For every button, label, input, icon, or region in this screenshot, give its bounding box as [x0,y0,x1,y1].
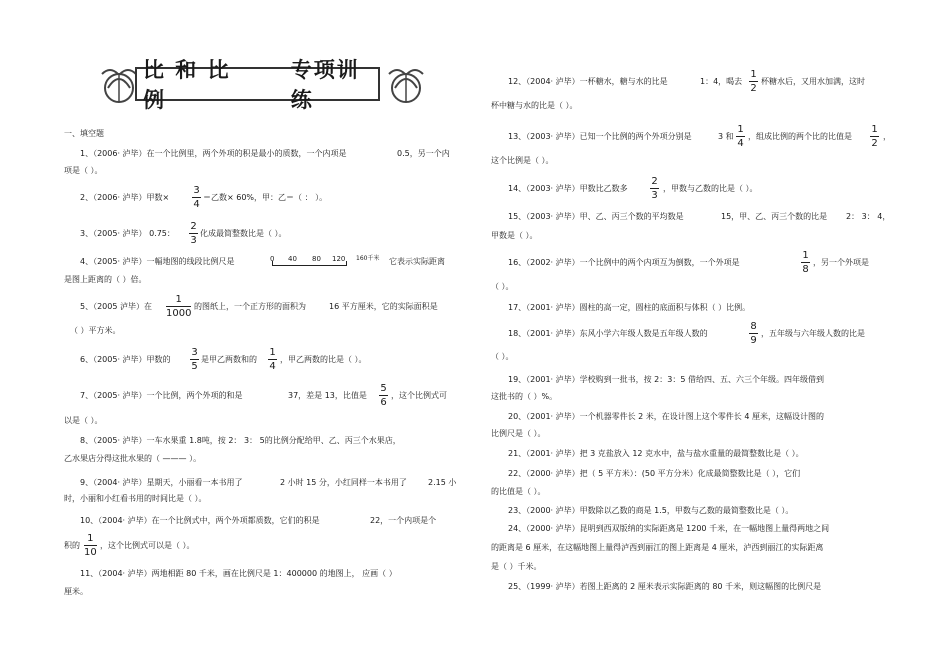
q13-text-end: ， [883,132,891,141]
scale-tick-160km: 160千米 [356,255,380,262]
q4-line2: 是图上距离的（ ）倍。 [64,275,147,284]
q12-text-end: 杯糖水后，又用水加满，这时 [761,77,865,86]
q2-text-start: 2、（2006· 泸毕）甲数× [80,193,170,202]
q4-scale-bar [270,254,388,268]
q5-line2: （ ）平方米。 [70,326,121,335]
q5-fraction: 1 1000 [166,294,192,319]
q10-text-start: 10、（2004· 泸毕）在一个比例式中，两个外项都质数，它们的积是 [80,516,320,525]
q12-text-mid: 1：4，喝去 [700,77,743,86]
q15-text-end: 2： 3： 4， [846,212,891,221]
q6-text-start: 6、（2005· 泸毕）甲数的 [80,355,171,364]
q19-line1: 19、（2001· 泸毕）学校购到一批书，按 2：3：5 借给四、五、六三个年级。四年级借到 [508,375,824,384]
q11-line1: 11、（2004· 泸毕）两地相距 80 千米，画在比例尺是 1：400000 的地图上， 应画（ ） [80,569,397,578]
q6-fraction-2: 1 4 [269,347,276,372]
q2-fraction: 3 4 [193,185,200,210]
q9-text-start: 9、（2004· 泸毕）星期天，小丽看一本书用了 [80,478,243,487]
q12-line2: 杯中糖与水的比是（ ）。 [491,101,578,110]
q13-fraction-1: 1 4 [737,124,744,149]
q2-text-end: ＝乙数× 60%，甲：乙＝（ ： ）。 [203,193,328,202]
right-decorative-ornament [383,62,429,108]
scale-tick-40: 40 [288,255,297,263]
q3-text-start: 3、（2005· 泸毕） 0.75： [80,229,175,238]
q6-text-end: ，甲乙两数的比是（ ）。 [280,355,367,364]
q16-line2: （ ）。 [491,282,514,291]
q7-line2: 以是（ ）。 [64,416,103,425]
page-title [135,57,380,112]
q5-text-mid: 的图纸上，一个正方形的面积为 [194,302,306,311]
q18-text-start: 18、（2001· 泸毕）东风小学六年级人数是五年级人数的 [508,329,708,338]
q19-line2: 这批书的（ ）%。 [491,392,558,401]
q9-text-mid: 2 小时 15 分，小红同样一本书用了 [280,478,407,487]
q23-line: 23、（2000· 泸毕）甲数除以乙数的商是 1.5，甲数与乙数的最简整数比是（ ）。 [508,506,794,515]
q21-line: 21、（2001· 泸毕）把 3 克盐放入 12 克水中，盐与盐水重量的最简整数比是（ ）。 [508,449,804,458]
q10-fraction: 1 10 [84,533,97,558]
q8-line1: 8、（2005· 泸毕）一车水果重 1.8吨，按 2： 3： 5的比例分配给甲、乙、丙三个水果店， [80,436,401,445]
q13-text-mid: 3 和 [718,132,734,141]
q24-line2: 的距离是 6 厘米，在这幅地图上量得泸西到丽江的图上距离是 4 厘米，泸西到丽江的实际距离 [491,543,824,552]
q1-line2: 项是（ ）。 [64,166,103,175]
scale-tick-120: 120 [332,255,346,263]
q14-text-end: ，甲数与乙数的比是（ ）。 [663,184,758,193]
q22-line2: 的比值是（ ）。 [491,487,546,496]
q13-text-mid2: ，组成比例的两个比的比值是 [748,132,852,141]
q18-fraction: 8 9 [750,321,757,346]
scale-tick-0: 0 [270,255,275,263]
q13-line2: 这个比例是（ ）。 [491,156,554,165]
q13-text-start: 13、（2003· 泸毕）已知一个比例的两个外项分别是 [508,132,692,141]
q16-fraction: 1 8 [802,250,809,275]
q10-line2-start: 积的 [64,541,80,550]
title-main: 比 和 比 例 [143,57,231,112]
title-sub: 专项训练 [290,57,360,112]
q15-text-mid: 15，甲、乙、丙三个数的比是 [721,212,828,221]
section-label: 一、填空题 [64,129,104,138]
q18-text-end: ，五年级与六年级人数的比是 [761,329,865,338]
q4-text-start: 4、（2005· 泸毕）一幅地图的线段比例尺是 [80,257,235,266]
q15-text-start: 15、（2003· 泸毕）甲、乙、丙三个数的平均数是 [508,212,684,221]
q12-fraction: 1 2 [750,69,757,94]
q7-text-start: 7、（2005· 泸毕）一个比例，两个外项的和是 [80,391,243,400]
q1-line1-end: 0.5，另一个内 [397,149,450,158]
q11-line2: 厘米。 [64,587,88,596]
q22-line1: 22、（2000· 泸毕）把（ 5 平方米）：(50 平方分米）化成最简整数比是（ ），它们 [508,469,801,478]
q16-text-end: ，另一个外项是 [813,258,869,267]
q13-fraction-2: 1 2 [871,124,878,149]
q4-text-mid: 它表示实际距离 [389,257,445,266]
q25-line: 25、（1999· 泸毕）若图上距离的 2 厘米表示实际距离的 80 千米，则这幅图的比例尺是 [508,582,822,591]
q3-text-end: 化成最简整数比是（ ）。 [200,229,287,238]
q7-text-end: ，这个比例式可 [391,391,447,400]
q24-line3: 是（ ）千米。 [491,562,542,571]
q10-text-end: 22，一个内项是个 [370,516,437,525]
q7-fraction: 5 6 [380,383,387,408]
q20-line1: 20、（2001· 泸毕）一个机器零件长 2 米，在设计图上这个零件长 4 厘米，这幅设计图的 [508,412,824,421]
q3-fraction: 2 3 [190,221,197,246]
q6-fraction-1: 3 5 [191,347,198,372]
q9-text-end: 2.15 小 [428,478,457,487]
q24-line1: 24、（2000· 泸毕）昆明到西双版纳的实际距离是 1200 千米，在一幅地图上量得两地之间 [508,524,830,533]
q18-line2: （ ）。 [491,352,514,361]
q9-line2: 时，小丽和小红看书用的时间比是（ ）。 [64,494,207,503]
scale-tick-80: 80 [312,255,321,263]
q14-text-start: 14、（2003· 泸毕）甲数比乙数多 [508,184,628,193]
q20-line2: 比例尺是（ ）。 [491,429,546,438]
q14-fraction: 2 3 [651,176,658,201]
q16-text-start: 16、（2002· 泸毕）一个比例中的两个内项互为倒数，一个外项是 [508,258,740,267]
q17-line: 17、（2001· 泸毕）圆柱的高一定，圆柱的底面积与体积（ ）比例。 [508,303,751,312]
q5-text-start: 5、（2005 泸毕）在 [80,302,152,311]
q1-line1: 1、（2006· 泸毕）在一个比例里，两个外项的积是最小的质数，一个内项是 [80,149,347,158]
q15-line2: 甲数是（ ）。 [491,231,538,240]
q5-text-end: 16 平方厘米，它的实际面积是 [329,302,438,311]
q7-text-mid: 37，差是 13，比值是 [288,391,367,400]
q12-text-start: 12、（2004· 泸毕）一杯糖水，糖与水的比是 [508,77,668,86]
q6-text-mid: 是甲乙两数和的 [201,355,257,364]
q10-line2-end: ，这个比例式可以是（ ）。 [100,541,195,550]
q8-line2: 乙水果店分得这批水果的（ ——— ）。 [64,454,202,463]
